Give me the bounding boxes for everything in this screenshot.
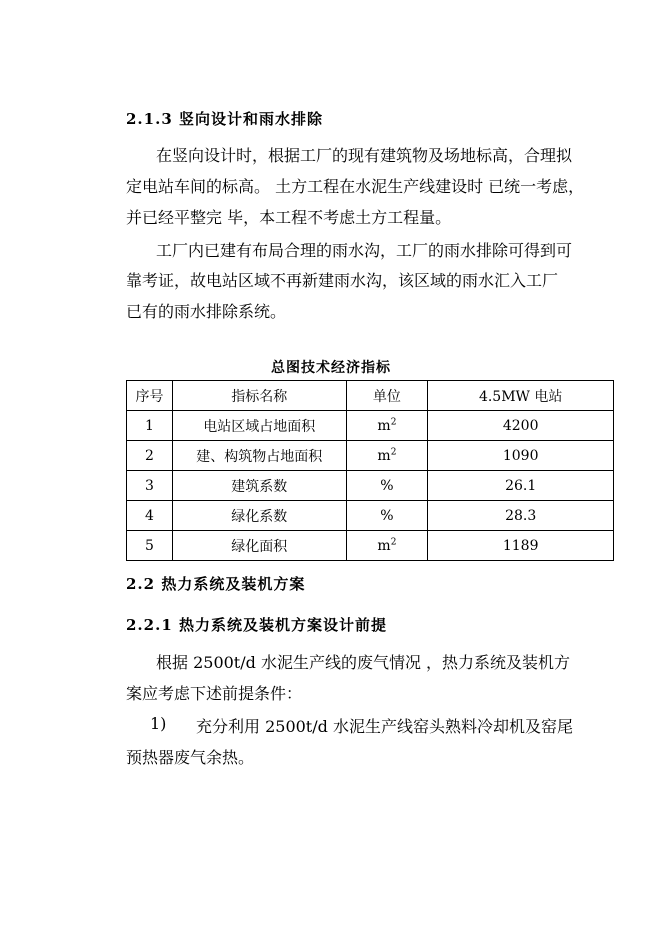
table-caption: 总图技术经济指标 <box>271 360 391 376</box>
para2-line2: 靠考证，故电站区域不再新建雨水沟，该区域的雨水汇入工厂 <box>126 271 559 290</box>
row-no: 5 <box>127 531 173 561</box>
header-cell: 指标名称 <box>172 381 346 411</box>
row-value: 28.3 <box>428 501 614 531</box>
para2-line1: 工厂内已建有布局合理的雨水沟，工厂的雨水排除可得到可 <box>156 241 573 260</box>
table-header-row <box>127 381 614 411</box>
row-unit: % <box>346 471 428 501</box>
para3-line2: 案应考虑下述前提条件： <box>126 684 303 703</box>
table-row <box>127 531 614 561</box>
row-unit: % <box>346 501 428 531</box>
row-value: 1189 <box>428 531 614 561</box>
header-cell: 4.5MW 电站 <box>428 381 614 411</box>
row-name: 电站区域占地面积 <box>172 411 346 441</box>
row-name: 建筑系数 <box>172 471 346 501</box>
row-no: 3 <box>127 471 173 501</box>
section-heading-2-2: 2.2 热力系统及装机方案 <box>126 575 306 593</box>
para1-line1: 在竖向设计时，根据工厂的现有建筑物及场地标高，合理拟 <box>156 146 573 165</box>
list-item-marker: 1) <box>150 714 167 733</box>
table-row <box>127 501 614 531</box>
row-unit: $m^2$ <box>346 531 428 561</box>
section-heading-2-1-3: 2.1.3 竖向设计和雨水排除 <box>126 110 323 128</box>
row-value: 4200 <box>428 411 614 441</box>
section-heading-2-2-1: 2.2.1 热力系统及装机方案设计前提 <box>126 616 387 634</box>
row-unit: $m^2$ <box>346 441 428 471</box>
table-row <box>127 471 614 501</box>
para1-line2: 定电站车间的标高。 土方工程在水泥生产线建设时 已统一考虑， <box>126 177 585 196</box>
row-no: 4 <box>127 501 173 531</box>
header-cell: 单位 <box>346 381 428 411</box>
para3-line1: 根据 2500t/d 水泥生产线的废气情况 ，热力系统及装机方 <box>156 653 571 672</box>
row-name: 绿化系数 <box>172 501 346 531</box>
para1-line3: 并已经平整完 毕，本工程不考虑土方工程量。 <box>126 208 452 227</box>
table-row <box>127 441 614 471</box>
header-cell: 序号 <box>127 381 173 411</box>
list-item1-line1: 充分利用 2500t/d 水泥生产线窑头熟料冷却机及窑尾 <box>196 717 573 736</box>
row-value: 26.1 <box>428 471 614 501</box>
row-no: 1 <box>127 411 173 441</box>
row-name: 绿化面积 <box>172 531 346 561</box>
row-value: 1090 <box>428 441 614 471</box>
row-unit: $m^2$ <box>346 411 428 441</box>
row-name: 建、构筑物占地面积 <box>172 441 346 471</box>
economic-indicators-table <box>126 380 614 561</box>
para2-line3: 已有的雨水排除系统。 <box>126 302 287 321</box>
table-row <box>127 411 614 441</box>
row-no: 2 <box>127 441 173 471</box>
list-item1-line2: 预热器废气余热。 <box>126 748 255 767</box>
